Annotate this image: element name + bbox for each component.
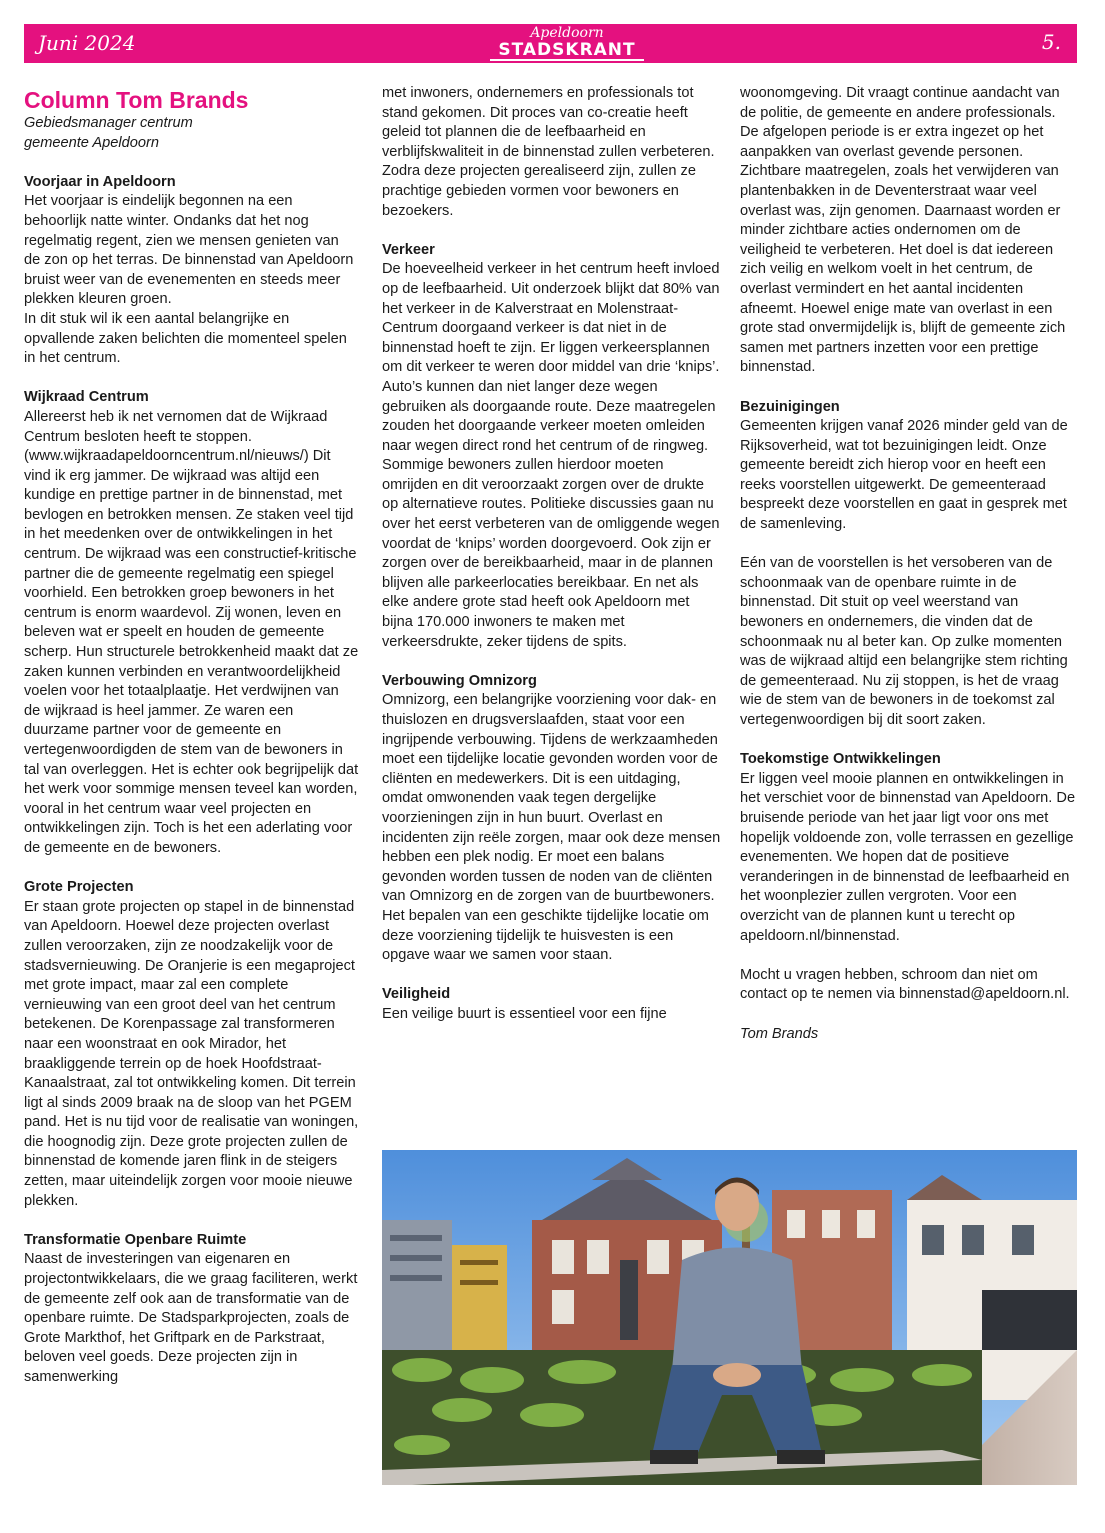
paragraph: Het voorjaar is eindelijk begonnen na een behoorlijk natte winter. Ondanks dat het nog regelmatig regent, zien we mensen genieten van de zon op het terras. De binnenstad van Apeldoorn bruist weer van de evenementen en steeds meer plekken kleuren groen. (24, 193, 354, 308)
paragraph: Er staan grote projecten op stapel in de binnenstad van Apeldoorn. Hoewel deze projecten overlast zullen veroorzaken, zijn ze noodzakelijk voor de stadsvernieuwing. De Oranjerie is een megaproject met grote impact, maar zal een complete vernieuwing van een groot deel van het centrum betekenen. De Korenpassage zal transformeren naar een woonstraat en ook Mirador, het braakliggende terrein op de hoek Hoofdstraat-Kanaalstraat, zal tot ontwikkeling komen. Dit terrein ligt al sinds 2009 braak na de sloop van het PGEM pand. Het is nu tijd voor de realisatie van woningen, die hoognodig zijn. Deze grote projecten zullen de binnenstad de komende jaren flink in de steigers zetten, maar uiteindelijk zorgen voor mooie nieuwe plekken. (24, 898, 359, 1209)
paragraph: Eén van de voorstellen is het versoberen van de schoonmaak van de openbare ruimte in de binnenstad. Dit stuit op veel weerstand van bewoners en ondernemers, die vinden dat de schoonmaak nu al beter kan. Op zulke momenten was de wijkraad altijd een belangrijke stem richting de gemeenteraad. Nu zij stoppen, is het de vraag wie de stem van de bewoners in de toekomst zal vertegenwoordigen bij dit soort zaken. (740, 555, 1068, 728)
section-heading: Transformatie Openbare Ruimte (24, 1231, 247, 1248)
section-heading: Toekomstige Ontwikkelingen (740, 751, 941, 768)
text-column-3 (740, 84, 1077, 1064)
section-grote-projecten (24, 878, 359, 1211)
paragraph: In dit stuk wil ik een aantal belangrijke en opvallende zaken belichten die momenteel spelen in het centrum. (24, 310, 347, 367)
section-heading: Verbouwing Omnizorg (382, 672, 537, 689)
masthead-logo (484, 25, 650, 61)
page-number: 5. (1041, 30, 1061, 54)
section-toekomst (740, 750, 1077, 1044)
section-voorjaar (24, 173, 359, 369)
section-heading: Bezuinigingen (740, 398, 840, 415)
paragraph: woonomgeving. Dit vraagt continue aandacht van de politie, de gemeente en andere professionals. De afgelopen periode is er extra ingezet op het aanpakken van overlast gevende personen. Zichtbare maatregelen, zoals het verwijderen van plantenbakken in de Deventerstraat waar veel overlast was, zijn genomen. Daarnaast worden er minder zichtbare acties ondernomen om de veiligheid te verbeteren. Het doel is dat iedereen zich veilig en welkom voelt in het centrum, de overlast vermindert en het aantal incidenten afneemt. Hoewel enige mate van overlast in een grote stad onvermijdelijk is, blijft de gemeente zich samen met partners inzetten voor een prettige binnenstad. (740, 85, 1066, 376)
paragraph: Er liggen veel mooie plannen en ontwikkelingen in het verschiet voor de binnenstad van Apeldoorn. De bruisende periode van het jaar ligt voor ons met hopelijk voldoende zon, volle terrassen en gezellige evenementen. We hopen dat de positieve veranderingen in de binnenstad de leefbaarheid en het woonplezier zullen vergroten. Voor een overzicht van de plannen kunt u terecht op apeldoorn.nl/binnenstad. (740, 770, 1076, 944)
paragraph: Allereerst heb ik net vernomen dat de Wijkraad Centrum besloten heeft te stoppen. (www.wijkraadapeldoorncentrum.nl/nieuws/) Dit vind ik erg jammer. De wijkraad was altijd een kundige en prettige partner in de binnenstad, met bevlogen en betrokken mensen. Ze staken veel tijd in het meedenken over de ontwikkelingen in het centrum. De wijkraad was een constructief-kritische partner die de gemeente regelmatig een spiegel voorhield. Een betrokken groep bewoners in het centrum is enorm waardevol. Zij wonen, leven en beleven wat er speelt en houden de gemeente scherp. Hun structurele betrokkenheid maakt dat ze zaken kunnen verbinden en verantwoordelijkheid voelen voor het totaalplaatje. Het verdwijnen van de wijkraad is heel jammer. Ze waren een duurzame partner voor de gemeente en vertegenwoordigden de stem van de bewoners in tal van overleggen. Het is echter ook begrijpelijk dat het werk voor sommige mensen teveel kan worden, vooral in het centrum waar veel projecten en ontwikkelingen zijn. Toch is het een aderlating voor de gemeente en de bewoners. (24, 408, 359, 856)
column-title: Column Tom Brands (24, 87, 249, 113)
section-heading: Grote Projecten (24, 879, 134, 896)
section-heading: Voorjaar in Apeldoorn (24, 173, 176, 190)
section-wijkraad (24, 388, 359, 858)
photo-author-in-city-centre (382, 1150, 1077, 1485)
section-heading: Verkeer (382, 241, 435, 258)
section-omnizorg (382, 672, 722, 966)
masthead-title: STADSKRANT (490, 41, 643, 61)
section-openbare-ruimte-continued (382, 84, 722, 221)
signature: Tom Brands (740, 1025, 819, 1042)
section-bezuinigingen (740, 398, 1077, 731)
section-heading: Veiligheid (382, 986, 451, 1003)
section-heading: Wijkraad Centrum (24, 389, 149, 406)
issue-date: Juni 2024 (38, 31, 136, 55)
author-organisation: gemeente Apeldoorn (24, 134, 159, 151)
paragraph: De hoeveelheid verkeer in het centrum heeft invloed op de leefbaarheid. Uit onderzoek blijkt dat 80% van het verkeer in de Kalverstraat en Molenstraat-Centrum doorgaand verkeer is dat niet in de binnenstad hoeft te zijn. Er liggen verkeersplannen om dit verkeer te weren door middel van drie ‘knips’. Auto’s kunnen dan niet langer deze wegen gebruiken als doorgaande route. Deze maatregelen zouden het doorgaande verkeer moeten omleiden naar wegen direct rond het centrum of de ringweg. Sommige bewoners zullen hierdoor moeten omrijden en dit veroorzaakt zorgen over de drukte op alternatieve routes. Politieke discussies gaan nu over het eerst verbeteren van de omliggende wegen voordat de ‘knips’ worden doorgevoerd. Ook zijn er zorgen over de bereikbaarheid, maar in de plannen blijven alle parkeerlocaties bereikbaar. En net als elke andere grote stad heeft ook Apeldoorn met bijna 170.000 inwoners te maken met verkeersdrukte, zeker tijdens de spits. (382, 261, 720, 650)
section-openbare-ruimte (24, 1231, 359, 1388)
section-veiligheid (382, 985, 722, 1024)
paragraph: met inwoners, ondernemers en professionals tot stand gekomen. Dit proces van co-creatie heeft geleid tot plannen die de leefbaarheid en verblijfskwaliteit in de binnenstad zullen verbeteren. Zodra deze projecten gerealiseerd zijn, zullen ze prachtige gebieden vormen voor bewoners en bezoekers. (382, 85, 715, 219)
paragraph: Gemeenten krijgen vanaf 2026 minder geld van de Rijksoverheid, wat tot bezuinigingen leidt. Onze gemeente bereidt zich hierop voor en heeft een reeks voorstellen uitgewerkt. De gemeenteraad bespreekt deze voorstellen en gaat in gesprek met de samenleving. (740, 418, 1068, 533)
paragraph: Een veilige buurt is essentieel voor een fijne (382, 1005, 667, 1022)
masthead-city: Apeldoorn (530, 25, 604, 41)
paragraph: Naast de investeringen van eigenaren en projectontwikkelaars, die we graag faciliteren, werkt de gemeente zelf ook aan de transformatie van de openbare ruimte. De Stadsparkprojecten, zoals de Grote Markthof, het Griftpark en de Parkstraat, beloven veel goeds. Deze projecten zijn in samenwerking (24, 1251, 358, 1385)
page-header (24, 24, 1077, 63)
section-veiligheid-continued (740, 84, 1077, 378)
paragraph: Omnizorg, een belangrijke voorziening voor dak- en thuislozen en drugsverslaafden, staat voor een ingrijpende verbouwing. Tijdens de werkzaamheden moet een tijdelijke locatie gevonden worden voor de cliënten en medewerkers. Dit is een uitdaging, omdat omwonenden vaak tegen dergelijke voorzieningen zijn in hun buurt. Overlast en incidenten zijn reële zorgen, maar ook deze mensen hebben een plek nodig. Er moet een balans gevonden worden tussen de noden van de cliënten van Omnizorg en de zorgen van de buurtbewoners. Het bepalen van een geschikte tijdelijke locatie om deze voorziening tijdelijk te huisvesten is een opgave waar we samen voor staan. (382, 692, 721, 964)
text-column-2 (382, 84, 722, 1044)
text-column-1 (24, 84, 359, 1407)
photo-illustration (382, 1150, 1077, 1485)
paragraph: Mocht u vragen hebben, schroom dan niet om contact op te nemen via binnenstad@apeldoorn.nl. (740, 966, 1070, 1003)
author-role: Gebiedsmanager centrum (24, 115, 193, 131)
section-verkeer (382, 241, 722, 652)
